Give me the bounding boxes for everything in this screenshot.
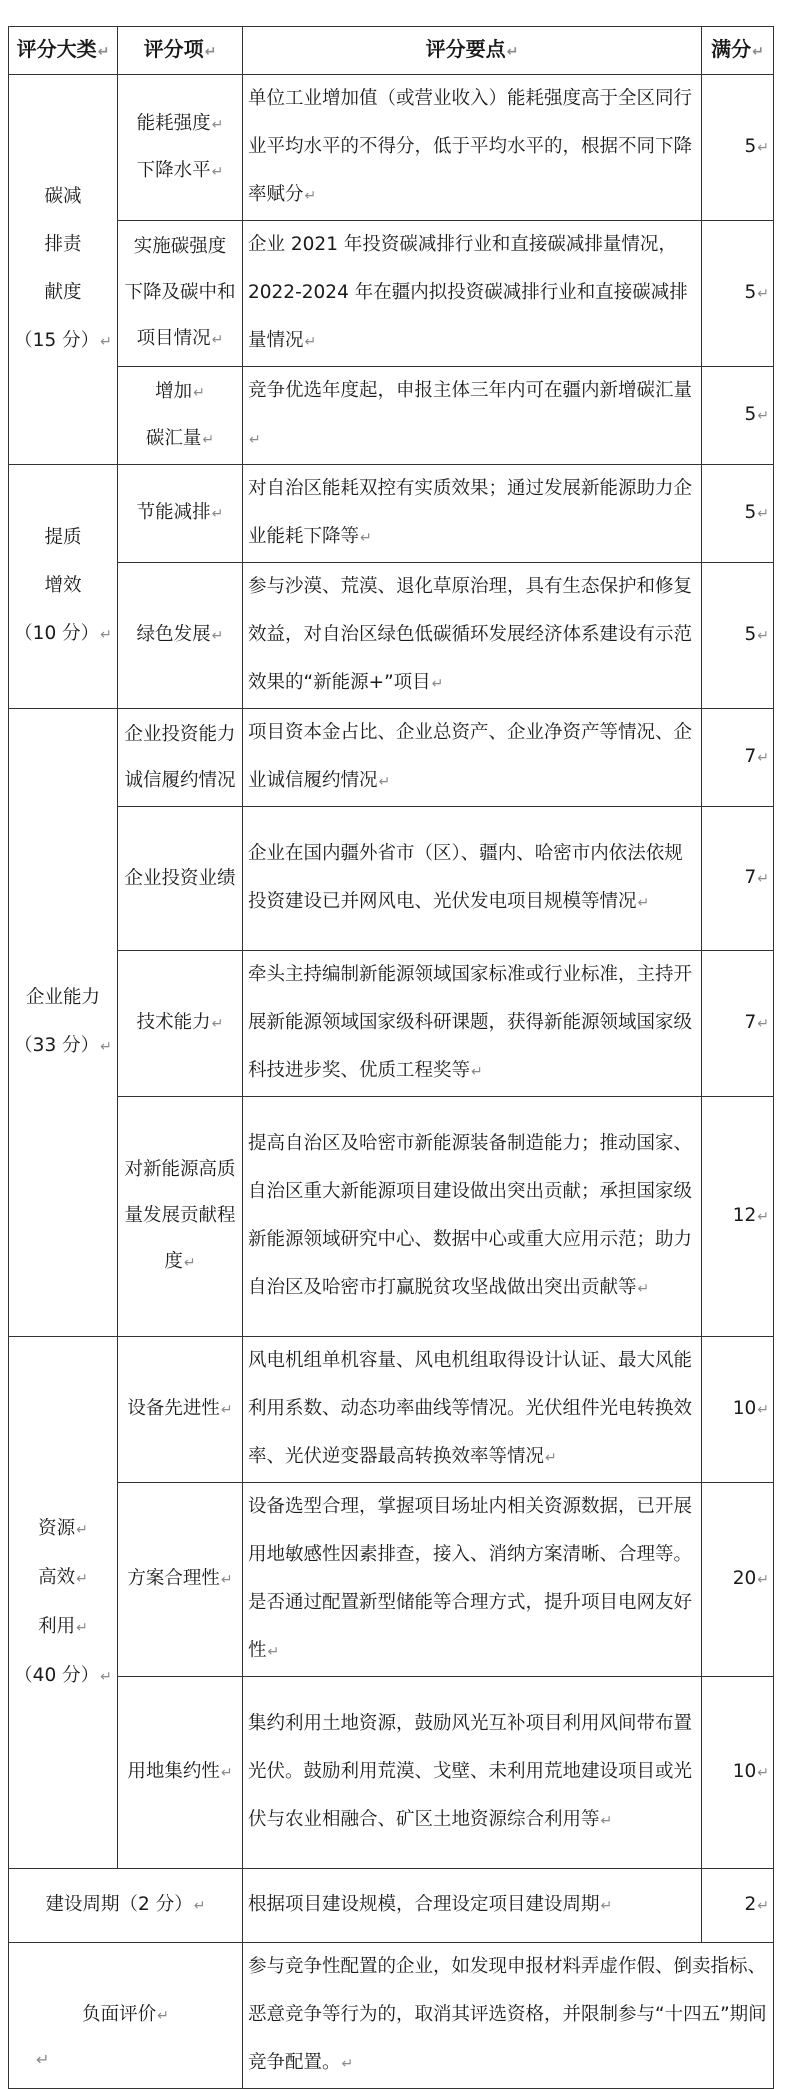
points-cell: 提高自治区及哈密市新能源装备制造能力；推动国家、自治区重大新能源项目建设做出突出贡献；承担国家级新能源领域研究中心、数据中心或重大应用示范；助力自治区及哈密市打赢脱贫攻坚战做出突出贡献等↵ (243, 1097, 702, 1337)
item-technical-capability: 技术能力↵ (118, 951, 243, 1097)
table-row (9, 465, 774, 563)
table-row (9, 1869, 774, 1943)
points-cell: 设备选型合理，掌握项目场址内相关资源数据，已开展用地敏感性因素排查，接入、消纳方案清晰、合理等。是否通过配置新型储能等合理方式，提升项目电网友好性↵ (243, 1483, 702, 1677)
points-cell: 参与竞争性配置的企业，如发现申报材料弄虚作假、倒卖指标、恶意竞争等行为的，取消其评选资格，并限制参与“十四五”期间竞争配置。↵ (243, 1943, 774, 2089)
score-cell: 10↵ (702, 1677, 774, 1869)
table-row (9, 221, 774, 367)
category-construction-period: 建设周期（2 分）↵ (9, 1869, 243, 1943)
table-row (9, 1097, 774, 1337)
table-row (9, 563, 774, 709)
points-cell: 项目资本金占比、企业总资产、企业净资产等情况、企业诚信履约情况↵ (243, 709, 702, 807)
table-row (9, 709, 774, 807)
header-full-score: 满分↵ (702, 27, 774, 75)
points-cell: 竞争优选年度起，申报主体三年内可在疆内新增碳汇量↵ (243, 367, 702, 465)
score-cell: 2↵ (702, 1869, 774, 1943)
header-points: 评分要点↵ (243, 27, 702, 75)
points-cell: 对自治区能耗双控有实质效果；通过发展新能源助力企业能耗下降等↵ (243, 465, 702, 563)
header-item: 评分项↵ (118, 27, 243, 75)
score-cell: 20↵ (702, 1483, 774, 1677)
points-cell: 风电机组单机容量、风电机组取得设计认证、最大风能利用系数、动态功率曲线等情况。光伏组件光电转换效率、光伏逆变器最高转换效率等情况↵ (243, 1337, 702, 1483)
item-carbon-intensity: 实施碳强度 下降及碳中和 项目情况↵ (118, 221, 243, 367)
points-cell: 企业在国内疆外省市（区）、疆内、哈密市内依法依规投资建设已并网风电、光伏发电项目规模等情况↵ (243, 807, 702, 951)
table-row (9, 1337, 774, 1483)
item-energy-intensity: 能耗强度↵ 下降水平↵ (118, 75, 243, 221)
category-quality-efficiency: 提质 增效 （10 分）↵ (9, 465, 118, 709)
item-investment-capability: 企业投资能力 诚信履约情况 (118, 709, 243, 807)
table-row (9, 807, 774, 951)
points-cell: 单位工业增加值（或营业收入）能耗强度高于全区同行业平均水平的不得分，低于平均水平的，根据不同下降率赋分↵ (243, 75, 702, 221)
score-cell: 5↵ (702, 75, 774, 221)
table-row (9, 951, 774, 1097)
score-cell: 5↵ (702, 221, 774, 367)
scoring-table (8, 26, 774, 2089)
category-resource-efficiency: 资源↵ 高效↵ 利用↵ （40 分）↵ (9, 1337, 118, 1869)
item-investment-performance: 企业投资业绩 (118, 807, 243, 951)
header-row (9, 27, 774, 75)
paragraph-mark: ↵ (36, 2050, 50, 2069)
item-plan-rationality: 方案合理性↵ (118, 1483, 243, 1677)
points-cell: 集约利用土地资源，鼓励风光互补项目利用风间带布置光伏。鼓励利用荒漠、戈壁、未利用荒地建设项目或光伏与农业相融合、矿区土地资源综合利用等↵ (243, 1677, 702, 1869)
table-row (9, 1677, 774, 1869)
table-row (9, 367, 774, 465)
item-green-development: 绿色发展↵ (118, 563, 243, 709)
score-cell: 5↵ (702, 563, 774, 709)
score-cell: 7↵ (702, 951, 774, 1097)
table-row (9, 1483, 774, 1677)
score-cell: 5↵ (702, 465, 774, 563)
points-cell: 牵头主持编制新能源领域国家标准或行业标准，主持开展新能源领域国家级科研课题，获得新能源领域国家级科技进步奖、优质工程奖等↵ (243, 951, 702, 1097)
item-contribution: 对新能源高质 量发展贡献程 度↵ (118, 1097, 243, 1337)
points-cell: 根据项目建设规模，合理设定项目建设周期↵ (243, 1869, 702, 1943)
category-enterprise-capability: 企业能力 （33 分）↵ (9, 709, 118, 1337)
item-equipment: 设备先进性↵ (118, 1337, 243, 1483)
category-carbon-reduction: 碳减 排责 献度 （15 分）↵ (9, 75, 118, 465)
score-cell: 10↵ (702, 1337, 774, 1483)
header-category: 评分大类↵ (9, 27, 118, 75)
score-cell: 7↵ (702, 807, 774, 951)
score-cell: 7↵ (702, 709, 774, 807)
item-land-use: 用地集约性↵ (118, 1677, 243, 1869)
item-carbon-sink: 增加↵ 碳汇量↵ (118, 367, 243, 465)
category-negative-evaluation: 负面评价↵ (9, 1943, 243, 2089)
score-cell: 5↵ (702, 367, 774, 465)
points-cell: 参与沙漠、荒漠、退化草原治理，具有生态保护和修复效益，对自治区绿色低碳循环发展经济体系建设有示范效果的“新能源+”项目↵ (243, 563, 702, 709)
table-row (9, 75, 774, 221)
table-row (9, 1943, 774, 2089)
score-cell: 12↵ (702, 1097, 774, 1337)
item-energy-saving: 节能减排↵ (118, 465, 243, 563)
points-cell: 企业 2021 年投资碳减排行业和直接碳减排量情况，2022-2024 年在疆内拟投资碳减排行业和直接碳减排量情况↵ (243, 221, 702, 367)
